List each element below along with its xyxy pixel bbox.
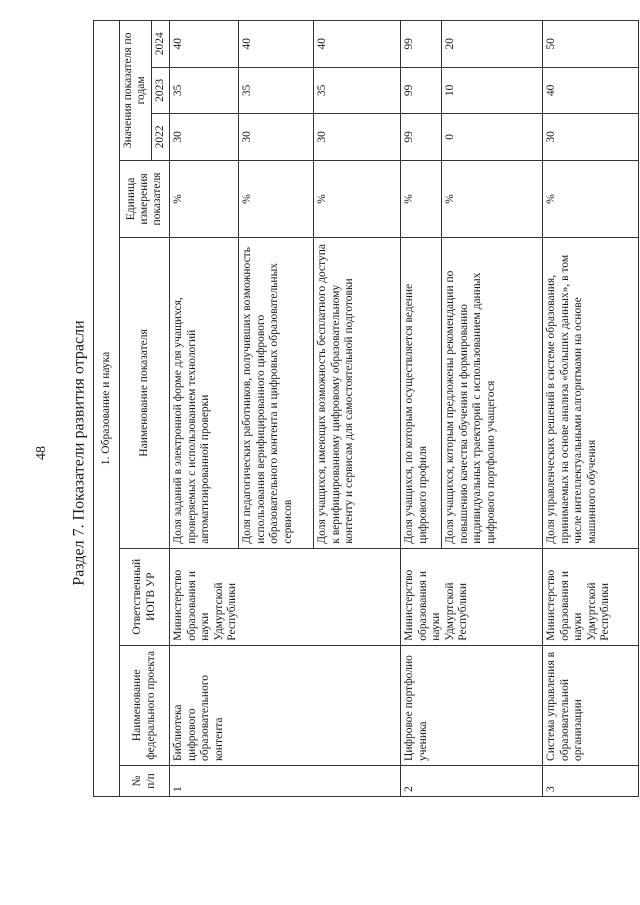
header-year-2023: 2023 [151, 67, 169, 114]
indicator-value-2022: 99 [401, 114, 442, 161]
indicator-value-2024: 20 [442, 21, 543, 68]
row-project: Библиотека цифрового образовательного контента [170, 645, 401, 765]
indicator-name: Доля учащихся, имеющих возможность бесплатного доступа к верифицированному цифровому образовательному контенту и сервисам для самостоятельной подготовки [314, 238, 401, 548]
indicator-unit: % [442, 160, 543, 238]
rotated-table-content [93, 20, 629, 797]
row-project: Цифровое портфолио ученика [401, 645, 543, 765]
indicator-name: Доля управленческих решений в системе образования, принимаемых на основе анализа «больших данных», в том числе интеллектуальными алгоритмами на основе машинного обучения [543, 238, 639, 548]
rotated-table-area [93, 20, 629, 797]
indicator-value-2023: 10 [442, 67, 543, 114]
indicator-unit: % [401, 160, 442, 238]
indicator-name: Доля учащихся, по которым осуществляется ведение цифрового профиля [401, 238, 442, 548]
header-values-group: Значения показателя по годам [120, 21, 152, 161]
indicator-value-2022: 30 [543, 114, 639, 161]
indicator-value-2024: 40 [314, 21, 401, 68]
header-num: № п/п [120, 765, 170, 796]
indicator-value-2022: 30 [314, 114, 401, 161]
header-year-2022: 2022 [151, 114, 169, 161]
row-num: 2 [401, 765, 543, 796]
indicator-unit: % [239, 160, 314, 238]
indicator-value-2022: 30 [239, 114, 314, 161]
indicators-table [93, 20, 639, 797]
indicator-value-2022: 30 [170, 114, 239, 161]
indicator-value-2024: 40 [239, 21, 314, 68]
section-row [94, 21, 120, 797]
header-indicator: Наименование показателя [120, 238, 170, 548]
header-project: Наименование федерального проекта [120, 645, 170, 765]
header-year-2024: 2024 [151, 21, 169, 68]
section-row-cell: 1. Образование и наука [94, 21, 120, 797]
indicator-name: Доля педагогических работников, получивших возможность использования верифицированного цифрового образовательного контента и цифровых образовательных сервисов [239, 238, 314, 548]
indicator-value-2023: 35 [314, 67, 401, 114]
indicator-value-2024: 40 [170, 21, 239, 68]
indicator-value-2024: 50 [543, 21, 639, 68]
indicator-unit: % [170, 160, 239, 238]
page-number-text: 48 [34, 445, 49, 460]
table-row [401, 21, 442, 797]
indicator-unit: % [314, 160, 401, 238]
indicator-value-2023: 35 [239, 67, 314, 114]
row-num: 1 [170, 765, 401, 796]
header-responsible: Ответственный ИОГВ УР [120, 548, 170, 645]
row-project: Система управления в образовательной организации [543, 645, 639, 765]
header-row [120, 21, 152, 797]
row-responsible: Министерство образования и науки Удмуртской Республики [401, 548, 543, 645]
indicator-value-2024: 99 [401, 21, 442, 68]
row-responsible: Министерство образования и науки Удмуртской Республики [170, 548, 401, 645]
indicator-name: Доля заданий в электронной форме для учащихся, проверяемых с использованием технологий автоматизированной проверки [170, 238, 239, 548]
indicator-unit: % [543, 160, 639, 238]
indicator-value-2023: 99 [401, 67, 442, 114]
section-title-text: Раздел 7. Показатели развития отрасли [71, 319, 88, 586]
indicator-name: Доля учащихся, которым предложены рекомендации по повышению качества обучения и формированию индивидуальных траекторий с использованием данных цифрового портфолио учащегося [442, 238, 543, 548]
row-num: 3 [543, 765, 639, 796]
table-row [170, 21, 239, 797]
table-row [543, 21, 639, 797]
indicator-value-2023: 40 [543, 67, 639, 114]
row-responsible: Министерство образования и науки Удмуртской Республики [543, 548, 639, 645]
header-unit: Единица измерения показателя [120, 160, 170, 238]
indicator-value-2023: 35 [170, 67, 239, 114]
indicator-value-2022: 0 [442, 114, 543, 161]
